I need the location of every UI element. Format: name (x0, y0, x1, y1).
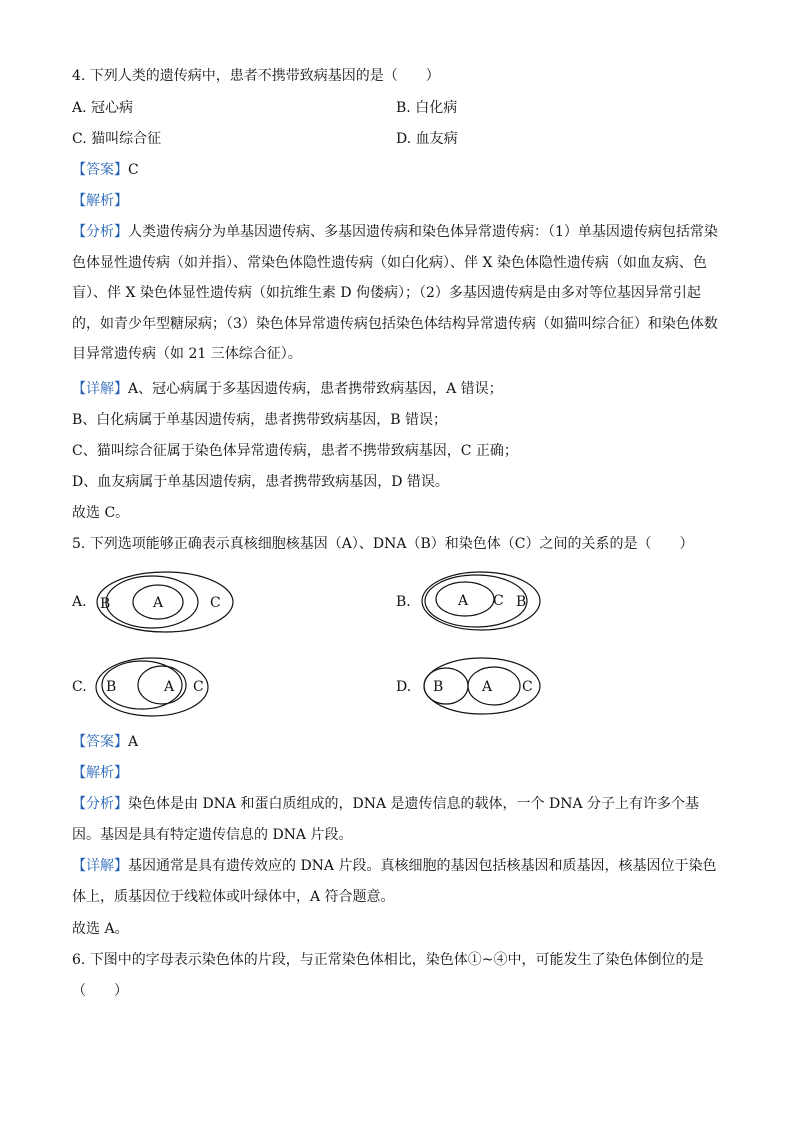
q5-option-d-diagram[interactable] (420, 655, 544, 717)
answer-value: C (128, 162, 139, 178)
xiangjie-tag: 【详解】 (72, 858, 128, 874)
q4-xiangjie-c: C、猫叫综合征属于染色体异常遗传病，患者不携带致病基因，C 正确； (72, 443, 518, 459)
ellipse-b (106, 576, 198, 628)
ellipse-b (424, 668, 468, 704)
q4-xiangjie-b: B、白化病属于单基因遗传病，患者携带致病基因，B 错误； (72, 412, 448, 428)
letter-b: B (433, 679, 444, 695)
q5-answer (72, 732, 138, 752)
q4-fenxi (72, 217, 724, 370)
letter-c: C (193, 679, 204, 695)
q5-fenxi (72, 789, 724, 850)
q5-analysis-tag (72, 763, 128, 783)
q5-option-b-label[interactable]: B. (396, 594, 411, 610)
ellipse-a (138, 666, 186, 704)
q5-option-b-diagram[interactable] (418, 568, 544, 634)
letter-a: A (458, 593, 469, 609)
xiangjie-a-text: A、冠心病属于多基因遗传病，患者携带致病基因，A 错误； (128, 381, 503, 397)
q4-option-b[interactable]: B. 白化病 (396, 100, 458, 116)
q4-answer (72, 160, 139, 180)
letter-a: A (164, 679, 175, 695)
fenxi-text: 染色体是由 DNA 和蛋白质组成的，DNA 是遗传信息的载体，一个 DNA 分子上有许多个基因。基因是具有特定遗传信息的 DNA 片段。 (72, 796, 700, 843)
letter-b: B (516, 594, 527, 610)
q5-option-d-label[interactable]: D. (396, 679, 412, 695)
fenxi-tag: 【分析】 (72, 796, 128, 812)
letter-a: A (153, 595, 164, 611)
q4-stem: 4. 下列人类的遗传病中，患者不携带致病基因的是（ ） (72, 68, 440, 84)
letter-b: B (106, 679, 117, 695)
q5-option-c-label[interactable]: C. (72, 679, 87, 695)
q5-stem: 5. 下列选项能够正确表示真核细胞核基因（A）、DNA（B）和染色体（C）之间的关系的是（ ） (72, 536, 694, 552)
q5-option-a-diagram[interactable] (92, 568, 238, 636)
q4-option-c[interactable]: C. 猫叫综合征 (72, 131, 162, 147)
letter-b: B (100, 596, 111, 612)
q4-xiangjie-d: D、血友病属于单基因遗传病，患者携带致病基因，D 错误。 (72, 474, 449, 490)
fenxi-text: 人类遗传病分为单基因遗传病、多基因遗传病和染色体异常遗传病：（1）单基因遗传病包括常染色体显性遗传病（如并指）、常染色体隐性遗传病（如白化病）、伴 X 染色体隐性遗传病（如血友病、色盲）、伴 X 染色体显性遗传病（如抗维生素 D 佝偻病）；（2）多基因遗传病是由多对等位基因异常引起的，如青少年型糖尿病；（3）染色体异常遗传病包括染色体结构异常遗传病（如猫叫综合征）和染色体数目异常遗传病（如 21 三体综合征）。 (72, 224, 718, 362)
q4-xiangjie-a (72, 379, 503, 399)
q4-analysis-tag (72, 191, 128, 211)
q4-option-a[interactable]: A. 冠心病 (72, 100, 134, 116)
answer-tag: 【答案】 (72, 162, 128, 178)
q5-xiangjie (72, 851, 724, 912)
q4-conclusion: 故选 C。 (72, 505, 130, 521)
letter-c: C (493, 593, 504, 609)
letter-c: C (210, 595, 221, 611)
q4-option-d[interactable]: D. 血友病 (396, 131, 458, 147)
fenxi-tag: 【分析】 (72, 224, 128, 240)
q5-option-c-diagram[interactable] (92, 654, 212, 720)
letter-a: A (482, 679, 493, 695)
answer-value: A (128, 734, 139, 750)
q6-stem: 6. 下图中的字母表示染色体的片段，与正常染色体相比，染色体①~④中，可能发生了染色体倒位的是（ ） (72, 952, 704, 999)
xiangjie-tag: 【详解】 (72, 381, 128, 397)
xiangjie-text: 基因通常是具有遗传效应的 DNA 片段。真核细胞的基因包括核基因和质基因，核基因位于染色体上，质基因位于线粒体或叶绿体中，A 符合题意。 (72, 858, 717, 905)
letter-c: C (522, 679, 533, 695)
ellipse-a (468, 667, 520, 705)
q5-conclusion: 故选 A。 (72, 921, 129, 937)
analysis-tag: 【解析】 (72, 193, 128, 209)
q5-option-a-label[interactable]: A. (72, 594, 87, 610)
analysis-tag: 【解析】 (72, 765, 128, 781)
answer-tag: 【答案】 (72, 734, 128, 750)
